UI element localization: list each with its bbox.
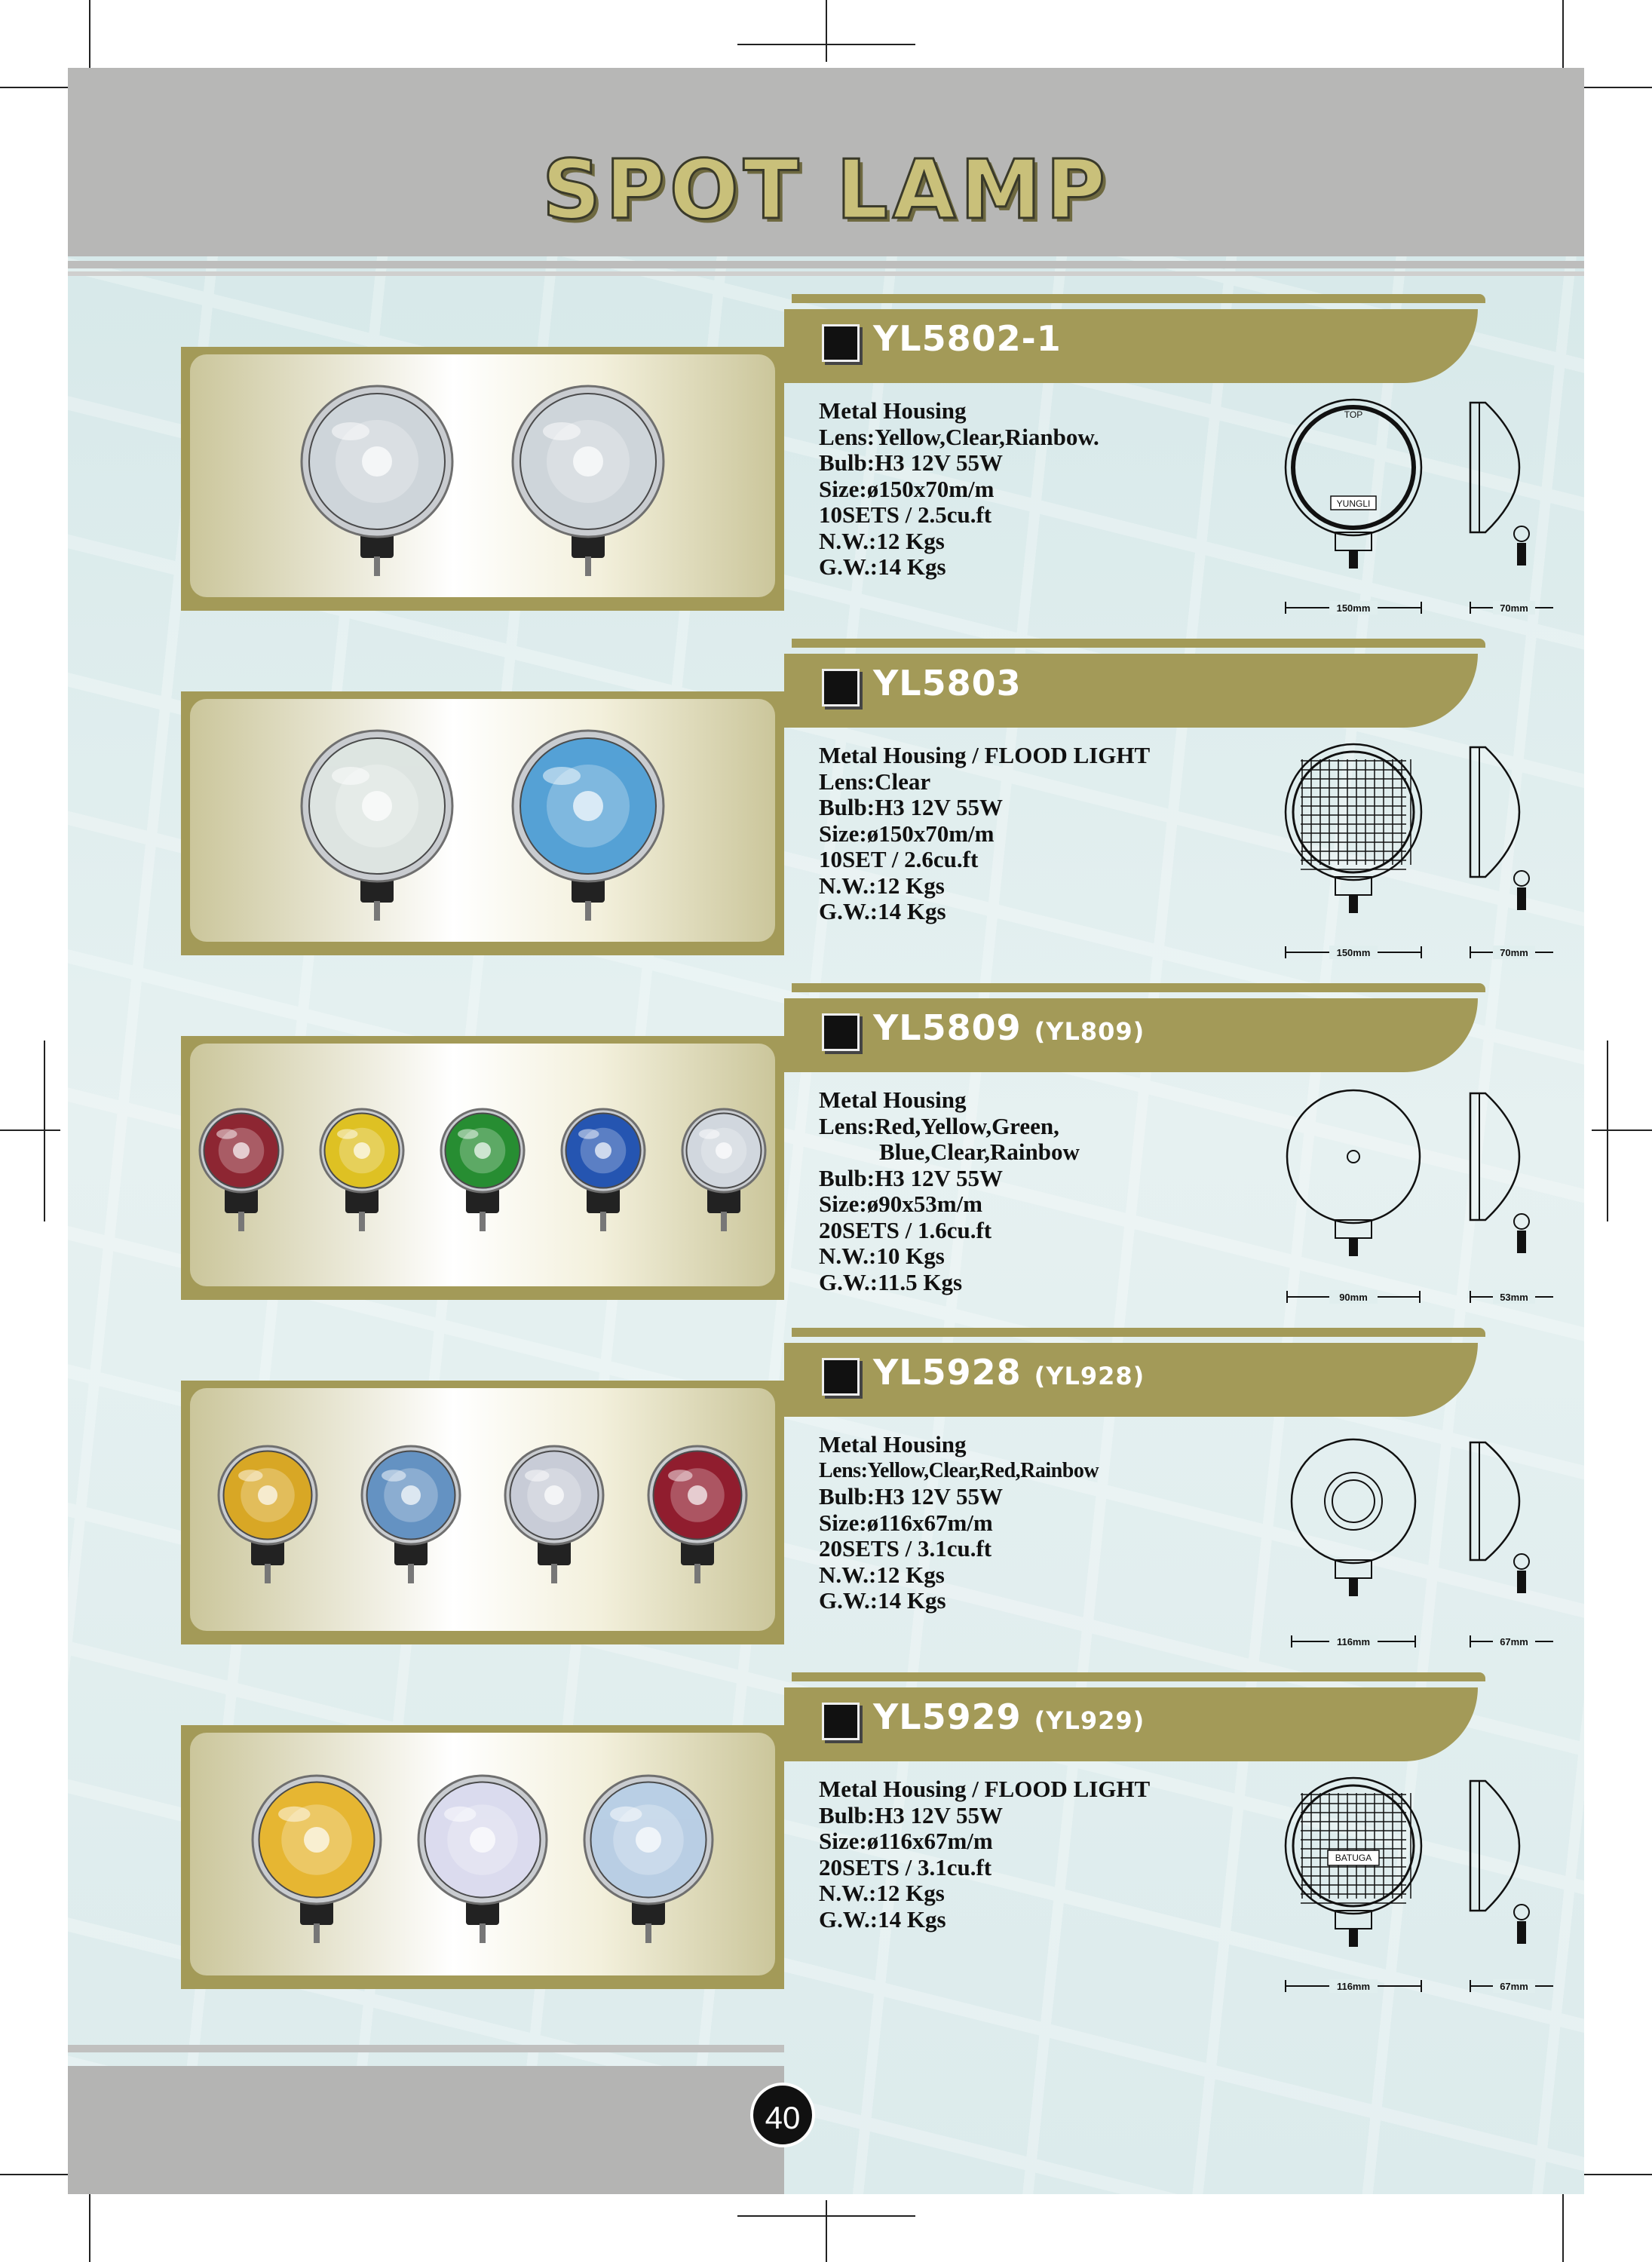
lamp-photo xyxy=(554,1103,652,1239)
lamp-photo xyxy=(498,1440,611,1591)
spec-line: Bulb:H3 12V 55W xyxy=(819,449,1004,476)
lamp-photo xyxy=(505,380,671,584)
catalog-page xyxy=(68,68,1584,2194)
crop-mark xyxy=(1584,2174,1652,2175)
model-number xyxy=(873,318,1062,359)
crop-mark xyxy=(1562,0,1564,68)
footer-band xyxy=(68,2066,784,2194)
lamp-photo xyxy=(411,1770,554,1951)
lamp-photo xyxy=(192,1103,290,1239)
model-code: YL5809 xyxy=(873,1007,1022,1048)
spec-line: N.W.:12 Kgs xyxy=(819,1561,945,1588)
page-number: 40 xyxy=(750,2083,815,2147)
spec-line: Lens:Yellow,Clear,Red,Rainbow xyxy=(819,1458,1099,1482)
lamp-photo xyxy=(505,725,671,928)
spec-line: N.W.:12 Kgs xyxy=(819,1880,945,1906)
spec-line: Size:ø150x70m/m xyxy=(819,475,995,502)
spec-line: N.W.:12 Kgs xyxy=(819,872,945,899)
page-title: SPOT LAMP xyxy=(541,143,1111,238)
dimension-diagram xyxy=(1221,729,1553,970)
crop-mark xyxy=(737,44,915,45)
lamp-photo xyxy=(354,1440,467,1591)
crop-mark xyxy=(44,1041,45,1221)
diagram-label: YUNGLI xyxy=(1336,498,1371,509)
spec-line: Metal Housing xyxy=(819,1087,967,1113)
banner-line xyxy=(792,294,1485,303)
model-code: YL5928 xyxy=(873,1352,1022,1393)
spec-line: G.W.:14 Kgs xyxy=(819,1587,946,1614)
dimension-diagram xyxy=(1221,1074,1553,1315)
spec-line: Bulb:H3 12V 55W xyxy=(819,1801,1004,1828)
spec-line: Bulb:H3 12V 55W xyxy=(819,1164,1004,1191)
lamp-photo xyxy=(577,1770,720,1951)
product-section xyxy=(68,294,1584,626)
dimension-diagram xyxy=(1221,1418,1553,1660)
alt-model-code: (YL929) xyxy=(1034,1706,1145,1735)
square-bullet-icon xyxy=(822,1358,860,1396)
spec-list xyxy=(819,1776,1150,1933)
spec-line: N.W.:10 Kgs xyxy=(819,1243,945,1269)
crop-mark xyxy=(1584,87,1652,88)
dimension-diagram xyxy=(1221,385,1553,626)
spec-line: Metal Housing / FLOOD LIGHT xyxy=(819,1776,1151,1802)
spec-line: 10SETS / 2.5cu.ft xyxy=(819,501,992,528)
dimension-diagram xyxy=(1221,1763,1553,2004)
spec-line: Metal Housing xyxy=(819,397,967,424)
alt-model-code: (YL809) xyxy=(1034,1017,1145,1046)
model-number xyxy=(873,1352,1145,1393)
banner-line xyxy=(792,1328,1485,1337)
dimension-width: 150mm xyxy=(1336,602,1371,614)
crop-mark xyxy=(0,1129,60,1131)
diagram-label: TOP xyxy=(1344,409,1363,420)
product-section xyxy=(68,1328,1584,1660)
lamp-photo xyxy=(211,1440,324,1591)
spec-line: G.W.:14 Kgs xyxy=(819,1905,946,1933)
alt-model-code: (YL928) xyxy=(1034,1362,1145,1390)
product-photo xyxy=(190,699,775,942)
model-number xyxy=(873,1696,1145,1737)
dimension-depth: 70mm xyxy=(1500,602,1528,614)
banner-line xyxy=(792,1672,1485,1681)
crop-mark xyxy=(826,0,827,62)
lamp-photo xyxy=(245,1770,388,1951)
footer-stripe xyxy=(68,2045,784,2052)
spec-list xyxy=(819,743,1150,925)
spec-list xyxy=(819,398,1099,581)
product-photo xyxy=(190,354,775,597)
spec-list xyxy=(819,1087,1080,1295)
spec-line: 20SETS / 3.1cu.ft xyxy=(819,1853,992,1880)
header-stripe xyxy=(68,261,1584,268)
diagram-label: BATUGA xyxy=(1335,1853,1372,1863)
model-code: YL5802-1 xyxy=(873,318,1062,359)
lamp-photo xyxy=(675,1103,773,1239)
square-bullet-icon xyxy=(822,1013,860,1051)
dimension-depth: 67mm xyxy=(1500,1981,1528,1992)
lamp-photo xyxy=(294,725,460,928)
crop-mark xyxy=(737,2215,915,2217)
product-photo xyxy=(190,1733,775,1975)
dimension-depth: 67mm xyxy=(1500,1636,1528,1647)
dimension-depth: 53mm xyxy=(1500,1292,1528,1303)
spec-line: Size:ø90x53m/m xyxy=(819,1191,982,1217)
lamp-photo xyxy=(294,380,460,584)
spec-line: G.W.:14 Kgs xyxy=(819,553,946,580)
spec-line: G.W.:11.5 Kgs xyxy=(819,1268,963,1295)
spec-line: 20SETS / 1.6cu.ft xyxy=(819,1216,992,1243)
crop-mark xyxy=(89,0,90,68)
banner-line xyxy=(792,983,1485,992)
crop-mark xyxy=(0,87,68,88)
crop-mark xyxy=(89,2194,90,2262)
header-stripe xyxy=(68,271,1584,276)
spec-line: 10SET / 2.6cu.ft xyxy=(819,846,979,872)
lamp-photo xyxy=(641,1440,754,1591)
dimension-width: 90mm xyxy=(1339,1292,1368,1303)
crop-mark xyxy=(0,2174,68,2175)
square-bullet-icon xyxy=(822,1703,860,1740)
dimension-width: 116mm xyxy=(1336,1636,1371,1647)
square-bullet-icon xyxy=(822,669,860,706)
product-photo-panel xyxy=(181,1381,784,1644)
product-section xyxy=(68,983,1584,1315)
product-photo-panel xyxy=(181,691,784,955)
model-number xyxy=(873,663,1022,703)
square-bullet-icon xyxy=(822,324,860,362)
product-photo xyxy=(190,1388,775,1631)
product-section xyxy=(68,1672,1584,2004)
dimension-width: 150mm xyxy=(1336,947,1371,958)
product-photo-panel xyxy=(181,347,784,611)
dimension-width: 116mm xyxy=(1336,1981,1371,1992)
spec-line: Blue,Clear,Rainbow xyxy=(879,1139,1080,1165)
spec-line: Size:ø116x67m/m xyxy=(819,1509,993,1536)
spec-line: G.W.:14 Kgs xyxy=(819,898,946,924)
spec-line: Metal Housing xyxy=(819,1431,967,1457)
model-number xyxy=(873,1007,1145,1048)
spec-line: Lens:Yellow,Clear,Rianbow. xyxy=(819,423,1099,450)
spec-line: N.W.:12 Kgs xyxy=(819,527,945,554)
model-code: YL5929 xyxy=(873,1696,1022,1737)
product-photo-panel xyxy=(181,1725,784,1989)
crop-mark xyxy=(1592,1129,1652,1131)
crop-mark xyxy=(826,2200,827,2262)
spec-line: 20SETS / 3.1cu.ft xyxy=(819,1535,992,1562)
dimension-depth: 70mm xyxy=(1500,947,1528,958)
crop-mark xyxy=(1607,1041,1608,1221)
spec-line: Bulb:H3 12V 55W xyxy=(819,794,1004,820)
spec-line: Size:ø116x67m/m xyxy=(819,1828,993,1854)
spec-line: Lens:Clear xyxy=(819,768,931,795)
spec-line: Metal Housing / FLOOD LIGHT xyxy=(819,742,1151,768)
model-code: YL5803 xyxy=(873,663,1022,703)
lamp-photo xyxy=(313,1103,411,1239)
banner-line xyxy=(792,639,1485,648)
spec-line: Lens:Red,Yellow,Green, xyxy=(819,1112,1059,1139)
spec-line: Bulb:H3 12V 55W xyxy=(819,1483,1004,1510)
product-section xyxy=(68,639,1584,970)
product-photo xyxy=(190,1044,775,1286)
spec-line: Size:ø150x70m/m xyxy=(819,820,995,847)
crop-mark xyxy=(1562,2194,1564,2262)
lamp-photo xyxy=(434,1103,532,1239)
spec-list xyxy=(819,1432,1099,1614)
product-photo-panel xyxy=(181,1036,784,1300)
